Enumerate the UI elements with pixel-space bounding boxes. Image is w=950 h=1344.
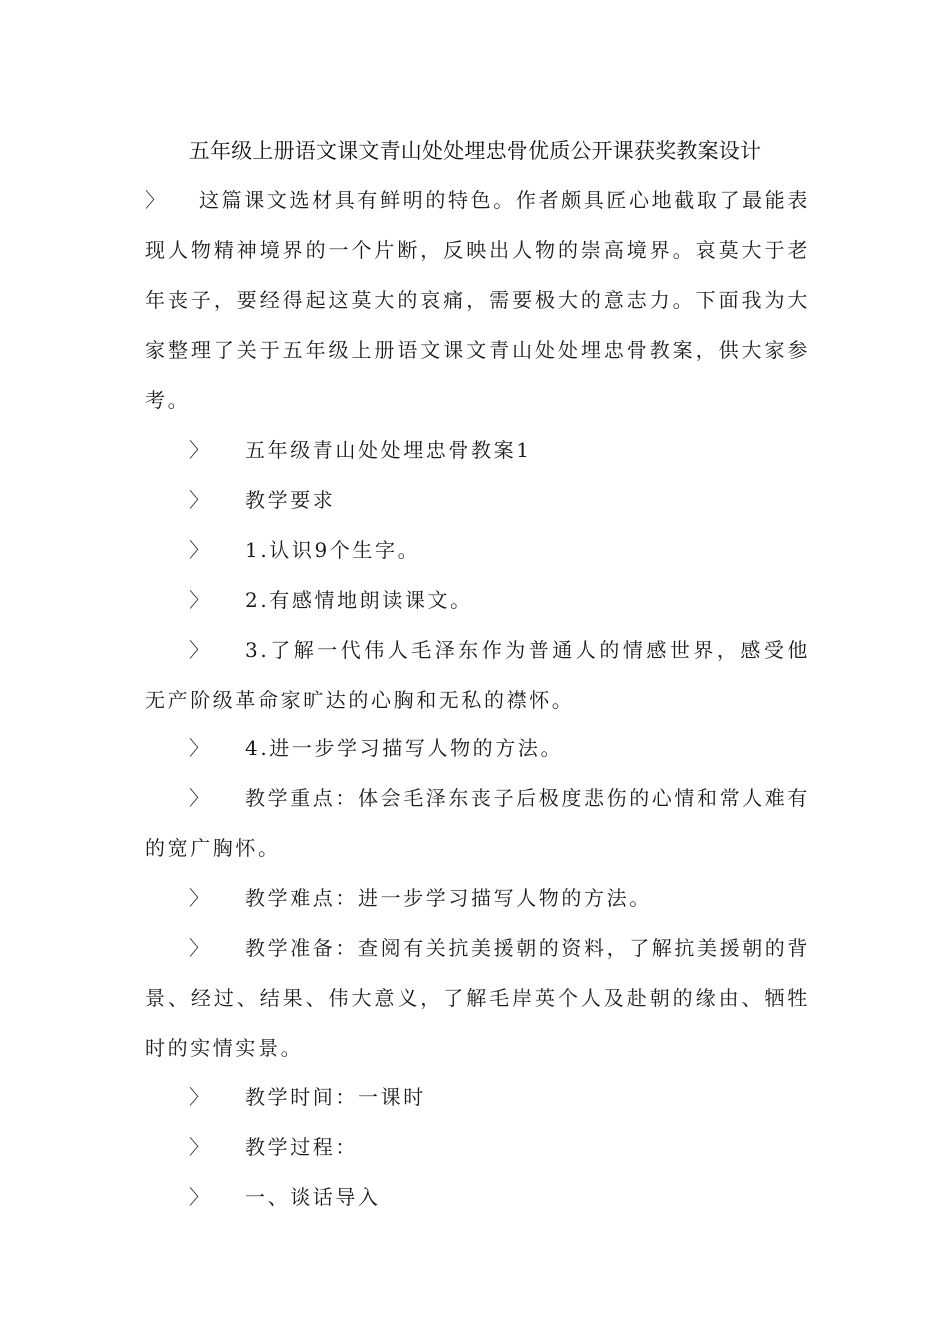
bullet-marker: 〉	[189, 886, 212, 910]
paragraph-text: 这篇课文选材具有鲜明的特色。作者颇具匠心地截取了最能表现人物精神境界的一个片断，反映出人物的崇高境界。哀莫大于老年丧子，要经得起这莫大的哀痛，需要极大的意志力。下面我为大家整理了关于五年级上册语文课文青山处处埋忠骨教案，供大家参考。	[145, 188, 810, 412]
bullet-marker: 〉	[189, 638, 212, 662]
bullet-marker: 〉	[189, 538, 212, 562]
paragraph-text: 2.有感情地朗读课文。	[245, 588, 473, 612]
bullet-marker: 〉	[189, 588, 212, 612]
teaching-requirements-heading	[145, 475, 810, 525]
paragraph-text: 教学准备：查阅有关抗美援朝的资料，了解抗美援朝的背景、经过、结果、伟大意义，了解毛岸英个人及赴朝的缘由、牺牲时的实情实景。	[145, 936, 810, 1060]
requirement-item	[145, 525, 810, 575]
bullet-marker: 〉	[189, 936, 212, 960]
bullet-marker: 〉	[189, 1135, 212, 1159]
bullet-marker: 〉	[189, 488, 212, 512]
document-title: 五年级上册语文课文青山处处埋忠骨优质公开课获奖教案设计	[188, 139, 762, 163]
paragraph-text: 教学难点：进一步学习描写人物的方法。	[245, 886, 652, 910]
paragraph-text: 教学重点：体会毛泽东丧子后极度悲伤的心情和常人难有的宽广胸怀。	[145, 786, 810, 860]
requirement-item	[145, 723, 810, 773]
requirement-item	[145, 575, 810, 625]
paragraph-text: 4.进一步学习描写人物的方法。	[245, 736, 564, 760]
bullet-marker: 〉	[189, 438, 212, 462]
teaching-difficulty	[145, 873, 810, 923]
paragraph-text: 一、谈话导入	[245, 1185, 381, 1209]
teaching-focus	[145, 773, 810, 873]
teaching-preparation	[145, 923, 810, 1073]
bullet-marker: 〉	[189, 1085, 212, 1109]
section-heading	[145, 1172, 810, 1222]
teaching-process-heading	[145, 1122, 810, 1172]
paragraph-text: 教学过程：	[245, 1135, 358, 1159]
bullet-marker: 〉	[189, 736, 212, 760]
requirement-item	[145, 625, 810, 725]
paragraph-text: 五年级青山处处埋忠骨教案1	[245, 438, 532, 462]
teaching-time	[145, 1072, 810, 1122]
paragraph-text: 1.认识9个生字。	[245, 538, 421, 562]
paragraph-text: 教学时间：一课时	[245, 1085, 426, 1109]
intro-paragraph	[145, 175, 810, 425]
bullet-marker: 〉	[145, 188, 168, 212]
bullet-marker: 〉	[189, 786, 212, 810]
paragraph-text: 教学要求	[245, 488, 336, 512]
lesson-plan-heading	[145, 425, 810, 475]
paragraph-text: 3.了解一代伟人毛泽东作为普通人的情感世界，感受他无产阶级革命家旷达的心胸和无私的襟怀。	[145, 638, 810, 712]
bullet-marker: 〉	[189, 1185, 212, 1209]
